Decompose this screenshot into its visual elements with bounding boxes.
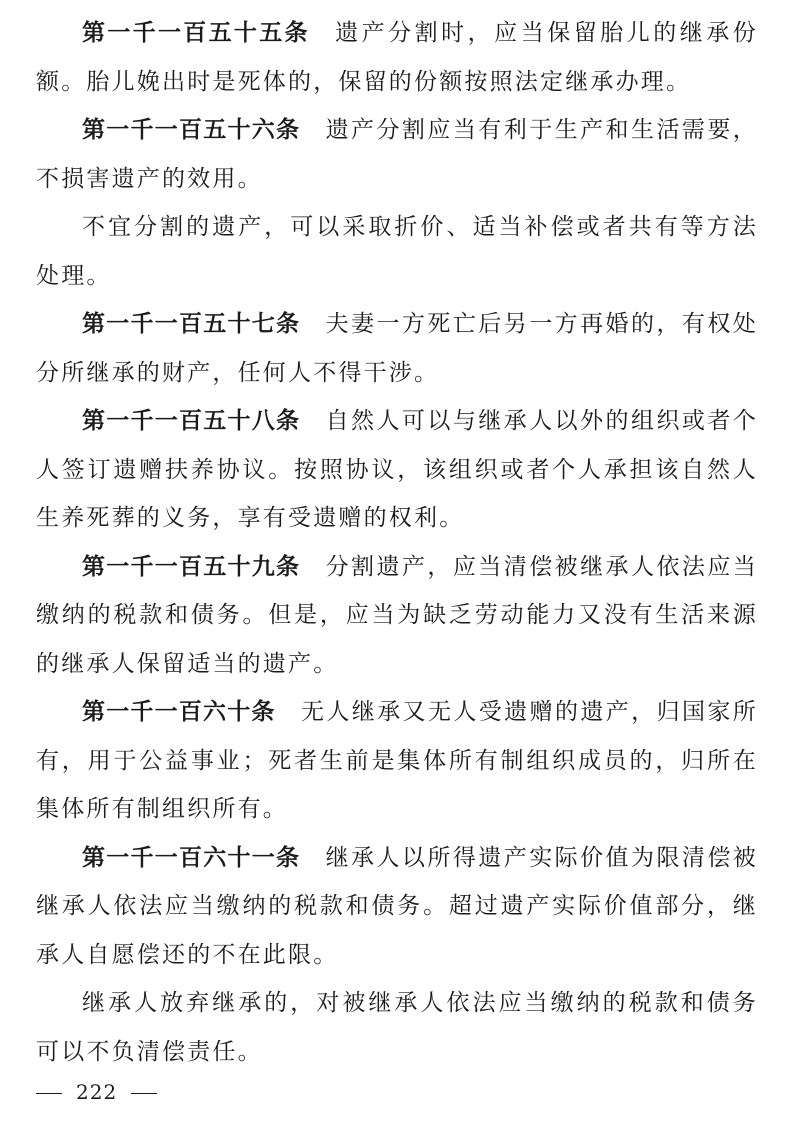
article-number: 第一千一百五十六条	[82, 117, 301, 143]
footer-dash-left	[36, 1093, 62, 1094]
article-1155	[36, 9, 758, 106]
article-1157	[36, 300, 758, 397]
article-number: 第一千一百五十七条	[82, 311, 301, 337]
article-text: 无人继承又无人受遗赠的遗产，归国家所有，用于公益事业；死者生前是集体所有制组织成员的，归所在集体所有制组织所有。	[36, 699, 759, 822]
article-text: 自然人可以与继承人以外的组织或者个人签订遗赠扶养协议。按照协议，该组织或者个人承担该自然人生养死葬的义务，享有受遗赠的权利。	[36, 408, 759, 531]
article-number: 第一千一百五十八条	[82, 408, 301, 434]
footer-dash-right	[131, 1093, 157, 1094]
article-text: 夫妻一方死亡后另一方再婚的，有权处分所继承的财产，任何人不得干涉。	[36, 311, 759, 386]
article-1161	[36, 834, 758, 980]
article-1159	[36, 543, 758, 689]
page-footer	[36, 1080, 157, 1104]
article-text: 继承人以所得遗产实际价值为限清偿被继承人依法应当缴纳的税款和债务。超过遗产实际价值部分，继承人自愿偿还的不在此限。	[36, 844, 759, 968]
document-page	[36, 9, 758, 1076]
article-1161-paragraph-2: 继承人放弃继承的，对被继承人依法应当缴纳的税款和债务可以不负清偿责任。	[36, 990, 758, 1065]
page-number: 222	[76, 1080, 118, 1104]
article-text: 遗产分割时，应当保留胎儿的继承份额。胎儿娩出时是死体的，保留的份额按照法定继承办理。	[36, 20, 758, 95]
article-1156	[36, 106, 758, 203]
article-1160	[36, 688, 758, 834]
article-number: 第一千一百五十九条	[82, 553, 301, 580]
article-number: 第一千一百五十五条	[82, 20, 310, 46]
article-1156-paragraph-2: 不宜分割的遗产，可以采取折价、适当补偿或者共有等方法处理。	[36, 214, 758, 289]
article-1158	[36, 397, 758, 543]
article-number: 第一千一百六十条	[82, 699, 276, 725]
article-number: 第一千一百六十一条	[82, 844, 301, 871]
article-text: 遗产分割应当有利于生产和生活需要，不损害遗产的效用。	[36, 117, 759, 192]
article-text: 分割遗产，应当清偿被继承人依法应当缴纳的税款和债务。但是，应当为缺乏劳动能力又没有生活来源的继承人保留适当的遗产。	[36, 553, 759, 677]
